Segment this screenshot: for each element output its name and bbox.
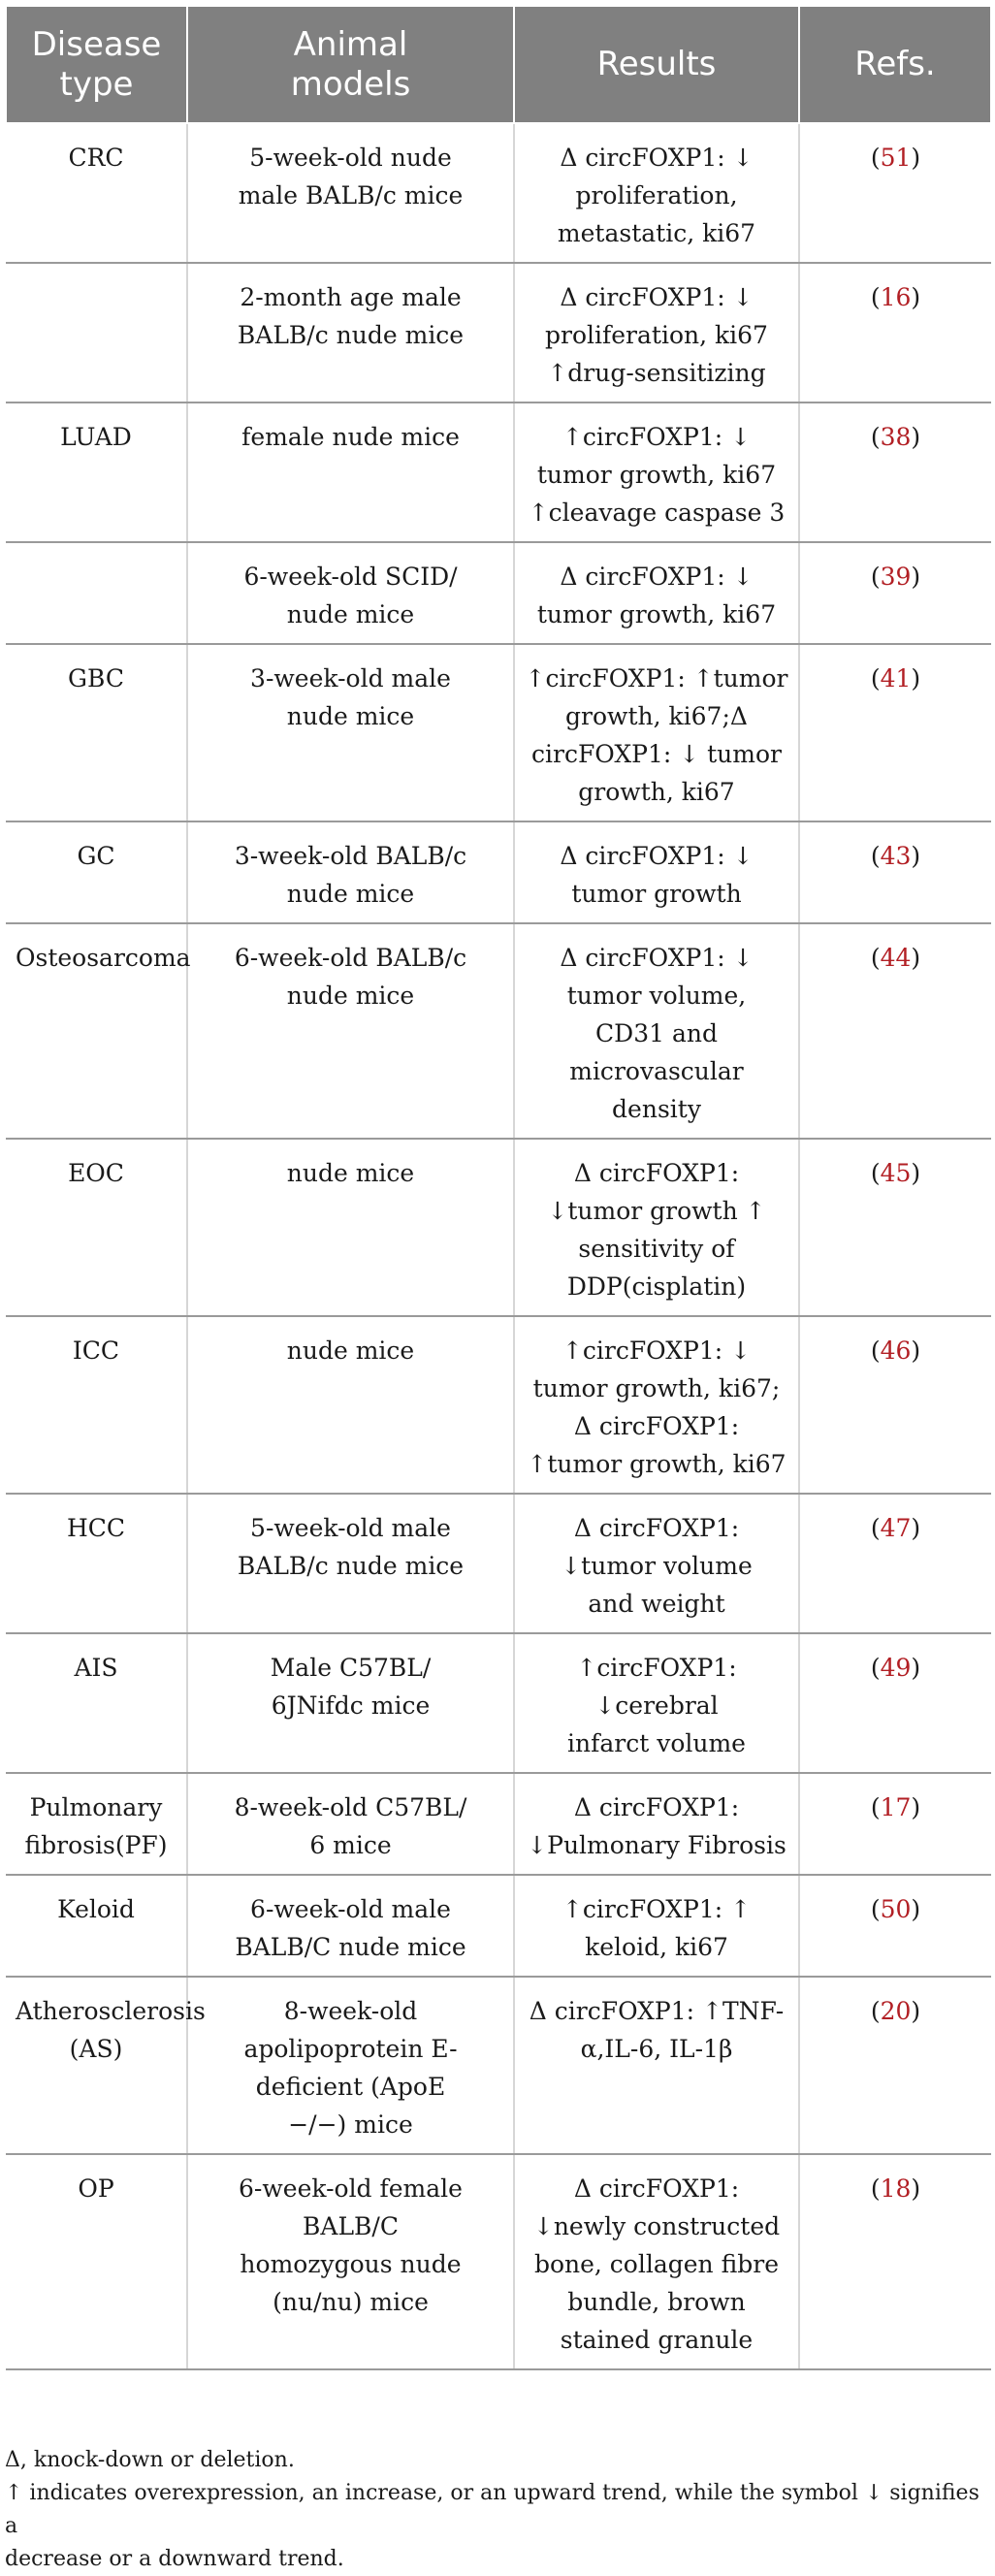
results-text-line: ↑cleavage caspase 3 <box>528 499 786 527</box>
results-text-line: DDP(cisplatin) <box>566 1272 747 1301</box>
ref-close-paren: ) <box>911 1514 921 1542</box>
results-text-line: metastatic, ki67 <box>557 219 756 247</box>
model-text-line: 6 mice <box>309 1831 392 1859</box>
table-row <box>6 644 991 821</box>
table-row <box>6 123 991 263</box>
results-text-line: proliferation, ki67 <box>545 321 768 349</box>
results-text-line: keloid, ki67 <box>585 1933 728 1961</box>
ref-cell <box>799 123 991 263</box>
table-row <box>6 1316 991 1494</box>
disease-text-line: Pulmonary <box>29 1793 163 1821</box>
ref-cell <box>799 2154 991 2369</box>
header-text-line: Animal <box>293 24 408 64</box>
ref-cell <box>799 542 991 644</box>
disease-text-line: (AS) <box>69 2035 123 2063</box>
ref-cell <box>799 1875 991 1977</box>
disease-text-line: HCC <box>66 1514 126 1542</box>
table-row <box>6 2154 991 2369</box>
results-text-line: ↑circFOXP1: ↓ <box>562 423 752 451</box>
disease-type-cell <box>6 821 187 923</box>
results-cell <box>514 2154 799 2369</box>
model-text-line: 6-week-old SCID/ <box>243 563 458 591</box>
disease-text-line: fibrosis(PF) <box>24 1831 168 1859</box>
results-text-line: circFOXP1: ↓ tumor <box>531 740 782 768</box>
disease-type-cell <box>6 923 191 1139</box>
reference-link[interactable]: 49 <box>880 1654 912 1682</box>
disease-text-line: GC <box>77 842 115 870</box>
results-cell <box>514 821 799 923</box>
results-cell <box>514 263 799 402</box>
model-text-line: nude mice <box>286 1159 415 1187</box>
ref-open-paren: ( <box>870 2174 881 2203</box>
footnote-line: decrease or a downward trend. <box>5 2547 344 2571</box>
results-text-line: ↑tumor growth, ki67 <box>527 1450 786 1478</box>
ref-close-paren: ) <box>911 944 921 972</box>
ref-cell <box>799 1977 991 2154</box>
animal-model-cell <box>187 402 514 542</box>
table-row <box>6 1633 991 1773</box>
footnote-line: ↑ indicates overexpression, an increase, or an upward trend, while the symbol ↓ signifies a <box>5 2481 979 2538</box>
results-text-line: ↓cerebral <box>594 1691 719 1720</box>
animal-model-cell <box>187 821 514 923</box>
ref-close-paren: ) <box>911 423 921 451</box>
circfoxp1-animal-models-table <box>5 5 992 2370</box>
reference-link[interactable]: 16 <box>880 283 912 311</box>
header-text-line: Results <box>596 45 717 83</box>
results-text-line: sensitivity of <box>578 1235 735 1263</box>
model-text-line: 6-week-old female <box>239 2174 463 2203</box>
ref-cell <box>799 263 991 402</box>
animal-model-cell <box>187 263 514 402</box>
ref-cell <box>799 644 991 821</box>
reference-link[interactable]: 46 <box>880 1336 912 1365</box>
model-text-line: 6JNifdc mice <box>271 1691 431 1720</box>
disease-type-cell <box>6 644 187 821</box>
results-text-line: Δ circFOXP1: <box>573 1159 740 1187</box>
model-text-line: nude mice <box>286 702 415 730</box>
ref-cell <box>799 1633 991 1773</box>
disease-type-cell <box>6 1316 187 1494</box>
ref-open-paren: ( <box>870 423 881 451</box>
results-cell <box>514 1977 799 2154</box>
animal-model-cell <box>187 923 514 1139</box>
disease-text-line: OP <box>78 2174 114 2203</box>
results-text-line: ↓tumor growth ↑ <box>547 1197 766 1225</box>
table-row <box>6 402 991 542</box>
ref-close-paren: ) <box>911 1654 921 1682</box>
reference-link[interactable]: 45 <box>880 1159 912 1187</box>
model-text-line: deficient (ApoE <box>255 2073 446 2101</box>
animal-model-cell <box>187 1139 514 1316</box>
disease-type-cell <box>6 123 187 263</box>
results-text-line: Δ circFOXP1: <box>573 1412 740 1440</box>
results-text-line: ↑drug-sensitizing <box>547 359 766 387</box>
model-text-line: nude mice <box>286 880 415 908</box>
table-body <box>6 123 991 2369</box>
results-text-line: ↑circFOXP1: ↑tumor <box>525 664 788 692</box>
table-row <box>6 821 991 923</box>
disease-text-line: CRC <box>68 144 124 172</box>
results-text-line: Δ circFOXP1: <box>573 1514 740 1542</box>
animal-model-cell <box>187 542 514 644</box>
reference-link[interactable]: 20 <box>880 1997 912 2025</box>
animal-model-cell <box>187 1773 514 1875</box>
results-text-line: growth, ki67;Δ <box>565 702 748 730</box>
disease-text-line: Atherosclerosis <box>16 1997 206 2025</box>
table-row <box>6 263 991 402</box>
disease-type-cell <box>6 1633 187 1773</box>
disease-text-line: ICC <box>72 1336 120 1365</box>
disease-text-line: EOC <box>68 1159 124 1187</box>
disease-type-cell <box>6 542 187 644</box>
model-text-line: 8-week-old <box>283 1997 418 2025</box>
model-text-line: 6-week-old BALB/c <box>234 944 467 972</box>
results-cell <box>514 542 799 644</box>
ref-open-paren: ( <box>870 1793 881 1821</box>
reference-link[interactable]: 39 <box>880 563 912 591</box>
table-row <box>6 1494 991 1633</box>
disease-type-cell <box>6 402 187 542</box>
results-text-line: tumor growth, ki67 <box>536 600 777 628</box>
ref-cell <box>799 923 991 1139</box>
animal-model-cell <box>187 1875 514 1977</box>
results-text-line: ↑circFOXP1: <box>576 1654 737 1682</box>
model-text-line: BALB/C <box>303 2212 399 2240</box>
results-text-line: CD31 and <box>595 1019 718 1047</box>
ref-open-paren: ( <box>870 664 881 692</box>
results-cell <box>514 923 799 1139</box>
ref-close-paren: ) <box>911 283 921 311</box>
results-text-line: ↑circFOXP1: ↓ <box>562 1336 752 1365</box>
model-text-line: apolipoprotein E- <box>243 2035 458 2063</box>
results-text-line: infarct volume <box>567 1729 746 1757</box>
table-row <box>6 1139 991 1316</box>
animal-model-cell <box>187 1977 514 2154</box>
results-text-line: and weight <box>588 1590 725 1618</box>
disease-text-line: Keloid <box>57 1895 135 1923</box>
animal-model-cell <box>187 2154 514 2369</box>
model-text-line: 8-week-old C57BL/ <box>234 1793 467 1821</box>
ref-close-paren: ) <box>911 842 921 870</box>
results-text-line: tumor growth <box>571 880 742 908</box>
ref-open-paren: ( <box>870 842 881 870</box>
results-text-line: microvascular <box>569 1057 744 1085</box>
results-text-line: Δ circFOXP1: ↓ <box>560 563 754 591</box>
model-text-line: nude mice <box>286 600 415 628</box>
ref-close-paren: ) <box>911 664 921 692</box>
reference-link[interactable]: 17 <box>880 1793 912 1821</box>
disease-type-cell <box>6 263 187 402</box>
animal-model-cell <box>187 1494 514 1633</box>
model-text-line: 2-month age male <box>240 283 462 311</box>
footnote-line: Δ, knock-down or deletion. <box>5 2448 295 2472</box>
results-text-line: tumor growth, ki67 <box>536 461 777 489</box>
ref-cell <box>799 1139 991 1316</box>
disease-type-cell <box>6 2154 187 2369</box>
header-text-line: models <box>290 64 411 104</box>
table-row <box>6 1977 991 2154</box>
ref-open-paren: ( <box>870 1514 881 1542</box>
results-cell <box>514 1773 799 1875</box>
reference-link[interactable]: 41 <box>880 664 912 692</box>
results-text-line: bone, collagen fibre <box>533 2250 780 2278</box>
ref-cell <box>799 1316 991 1494</box>
results-text-line: Δ circFOXP1: ↓ <box>560 283 754 311</box>
model-text-line: Male C57BL/ <box>270 1654 432 1682</box>
ref-close-paren: ) <box>911 1895 921 1923</box>
ref-open-paren: ( <box>870 1654 881 1682</box>
results-text-line: tumor growth, ki67; <box>532 1374 781 1402</box>
disease-text-line: Osteosarcoma <box>16 944 191 972</box>
header-refs <box>799 6 991 123</box>
ref-cell <box>799 1773 991 1875</box>
animal-model-cell <box>187 123 514 263</box>
disease-text-line: LUAD <box>60 423 132 451</box>
results-text-line: ↓tumor volume <box>561 1552 753 1580</box>
results-text-line: ↑circFOXP1: ↑ <box>562 1895 752 1923</box>
ref-close-paren: ) <box>911 1159 921 1187</box>
model-text-line: 3-week-old BALB/c <box>234 842 467 870</box>
header-animal-models <box>187 6 514 123</box>
model-text-line: nude mice <box>286 1336 415 1365</box>
model-text-line: −/−) mice <box>288 2110 413 2139</box>
model-text-line: 6-week-old male <box>250 1895 451 1923</box>
results-text-line: Δ circFOXP1: <box>573 2174 740 2203</box>
reference-link[interactable]: 50 <box>880 1895 912 1923</box>
results-text-line: ↓newly constructed <box>532 2212 781 2240</box>
results-cell <box>514 1875 799 1977</box>
model-text-line: female nude mice <box>241 423 460 451</box>
disease-type-cell <box>6 1773 187 1875</box>
ref-open-paren: ( <box>870 563 881 591</box>
results-cell <box>514 1494 799 1633</box>
results-cell <box>514 1139 799 1316</box>
model-text-line: 3-week-old male <box>250 664 451 692</box>
results-text-line: Δ circFOXP1: ↓ <box>560 144 754 172</box>
ref-cell <box>799 402 991 542</box>
ref-close-paren: ) <box>911 563 921 591</box>
animal-model-cell <box>187 1633 514 1773</box>
ref-cell <box>799 821 991 923</box>
disease-type-cell <box>6 1977 206 2154</box>
ref-close-paren: ) <box>911 1997 921 2025</box>
page <box>0 5 995 2571</box>
reference-link[interactable]: 18 <box>880 2174 912 2203</box>
ref-open-paren: ( <box>870 144 881 172</box>
ref-close-paren: ) <box>911 1336 921 1365</box>
model-text-line: 5-week-old nude <box>249 144 452 172</box>
animal-model-cell <box>187 1316 514 1494</box>
ref-close-paren: ) <box>911 2174 921 2203</box>
model-text-line: homozygous nude <box>240 2250 462 2278</box>
disease-type-cell <box>6 1875 187 1977</box>
results-cell <box>514 1316 799 1494</box>
results-cell <box>514 644 799 821</box>
model-text-line: (nu/nu) mice <box>273 2288 429 2316</box>
model-text-line: BALB/c nude mice <box>237 321 465 349</box>
model-text-line: male BALB/c mice <box>238 181 464 209</box>
model-text-line: nude mice <box>286 982 415 1010</box>
disease-text-line: AIS <box>74 1654 118 1682</box>
ref-cell <box>799 1494 991 1633</box>
header-text-line: Disease <box>31 24 162 64</box>
model-text-line: 5-week-old male <box>250 1514 451 1542</box>
header-row <box>6 6 991 123</box>
results-text-line: Δ circFOXP1: <box>573 1793 740 1821</box>
ref-close-paren: ) <box>911 144 921 172</box>
reference-link[interactable]: 44 <box>880 944 912 972</box>
reference-link[interactable]: 51 <box>880 144 912 172</box>
table-row <box>6 1773 991 1875</box>
ref-close-paren: ) <box>911 1793 921 1821</box>
results-text-line: proliferation, <box>575 181 738 209</box>
ref-open-paren: ( <box>870 1895 881 1923</box>
disease-text-line: GBC <box>68 664 124 692</box>
header-disease-type <box>6 6 187 123</box>
results-text-line: α,IL-6, IL-1β <box>580 2035 733 2063</box>
animal-model-cell <box>187 644 514 821</box>
table-row <box>6 1875 991 1977</box>
header-results <box>514 6 799 123</box>
ref-open-paren: ( <box>870 1997 881 2025</box>
reference-link[interactable]: 38 <box>880 423 912 451</box>
results-cell <box>514 1633 799 1773</box>
results-cell <box>514 123 799 263</box>
disease-type-cell <box>6 1139 187 1316</box>
model-text-line: BALB/C nude mice <box>235 1933 466 1961</box>
results-text-line: stained granule <box>560 2326 754 2354</box>
results-text-line: ↓Pulmonary Fibrosis <box>527 1831 786 1859</box>
disease-type-cell <box>6 1494 187 1633</box>
results-text-line: Δ circFOXP1: ↑TNF- <box>529 1997 785 2025</box>
table-header <box>6 6 991 123</box>
ref-open-paren: ( <box>870 1336 881 1365</box>
header-text-line: type <box>59 64 134 104</box>
results-text-line: density <box>612 1095 701 1123</box>
results-cell <box>514 402 799 542</box>
ref-open-paren: ( <box>870 283 881 311</box>
table-row <box>6 923 991 1139</box>
ref-open-paren: ( <box>870 944 881 972</box>
results-text-line: Δ circFOXP1: ↓ <box>560 842 754 870</box>
table-row <box>6 542 991 644</box>
results-text-line: tumor volume, <box>566 982 747 1010</box>
results-text-line: growth, ki67 <box>578 778 735 806</box>
header-text-line: Refs. <box>854 45 936 83</box>
model-text-line: BALB/c nude mice <box>237 1552 465 1580</box>
reference-link[interactable]: 47 <box>880 1514 912 1542</box>
table-footnotes <box>5 2444 990 2576</box>
reference-link[interactable]: 43 <box>880 842 912 870</box>
results-text-line: bundle, brown <box>567 2288 746 2316</box>
ref-open-paren: ( <box>870 1159 881 1187</box>
results-text-line: Δ circFOXP1: ↓ <box>560 944 754 972</box>
